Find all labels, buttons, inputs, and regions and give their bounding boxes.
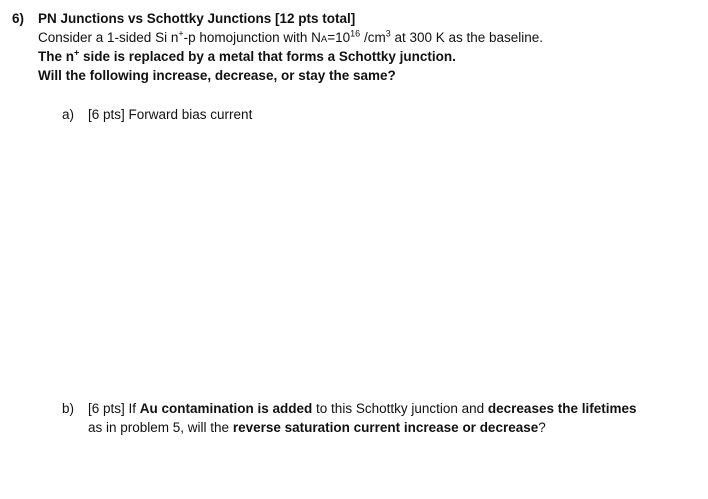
part-b-text-line2	[88, 419, 546, 437]
text-segment: Consider a 1-sided Si n	[38, 30, 179, 45]
question-title: PN Junctions vs Schottky Junctions [12 pts total]	[38, 11, 356, 26]
subscript: A	[320, 34, 328, 45]
question-number: 6)	[12, 11, 25, 26]
emphasis: Au contamination is added	[139, 401, 313, 416]
text-segment: /cm	[360, 30, 386, 45]
text-segment: side is replaced by a metal that forms a Schottky junction.	[79, 49, 456, 64]
part-b-text-line1	[88, 400, 637, 418]
superscript: +	[178, 28, 184, 39]
text-segment: The n	[38, 49, 74, 64]
superscript: +	[74, 47, 80, 58]
question-baseline-text	[38, 29, 543, 49]
question-replacement-text	[38, 48, 456, 66]
part-a-label: a)	[62, 107, 75, 122]
part-b-label: b)	[62, 401, 75, 416]
text-segment: =10	[327, 30, 351, 45]
text-segment: [6 pts] If	[88, 401, 140, 416]
superscript: 16	[350, 28, 361, 39]
emphasis: reverse saturation current increase or decrease	[232, 420, 539, 435]
part-a-text: [6 pts] Forward bias current	[88, 107, 253, 122]
superscript: 3	[385, 28, 391, 39]
question-instruction: Will the following increase, decrease, or stay the same?	[38, 68, 396, 83]
text-segment: to this Schottky junction and	[312, 401, 488, 416]
text-segment: ?	[538, 420, 546, 435]
emphasis: decreases the lifetimes	[487, 401, 637, 416]
text-segment: at 300 K as the baseline.	[390, 30, 544, 45]
text-segment: as in problem 5, will the	[88, 420, 233, 435]
text-segment: -p homojunction with N	[183, 30, 321, 45]
